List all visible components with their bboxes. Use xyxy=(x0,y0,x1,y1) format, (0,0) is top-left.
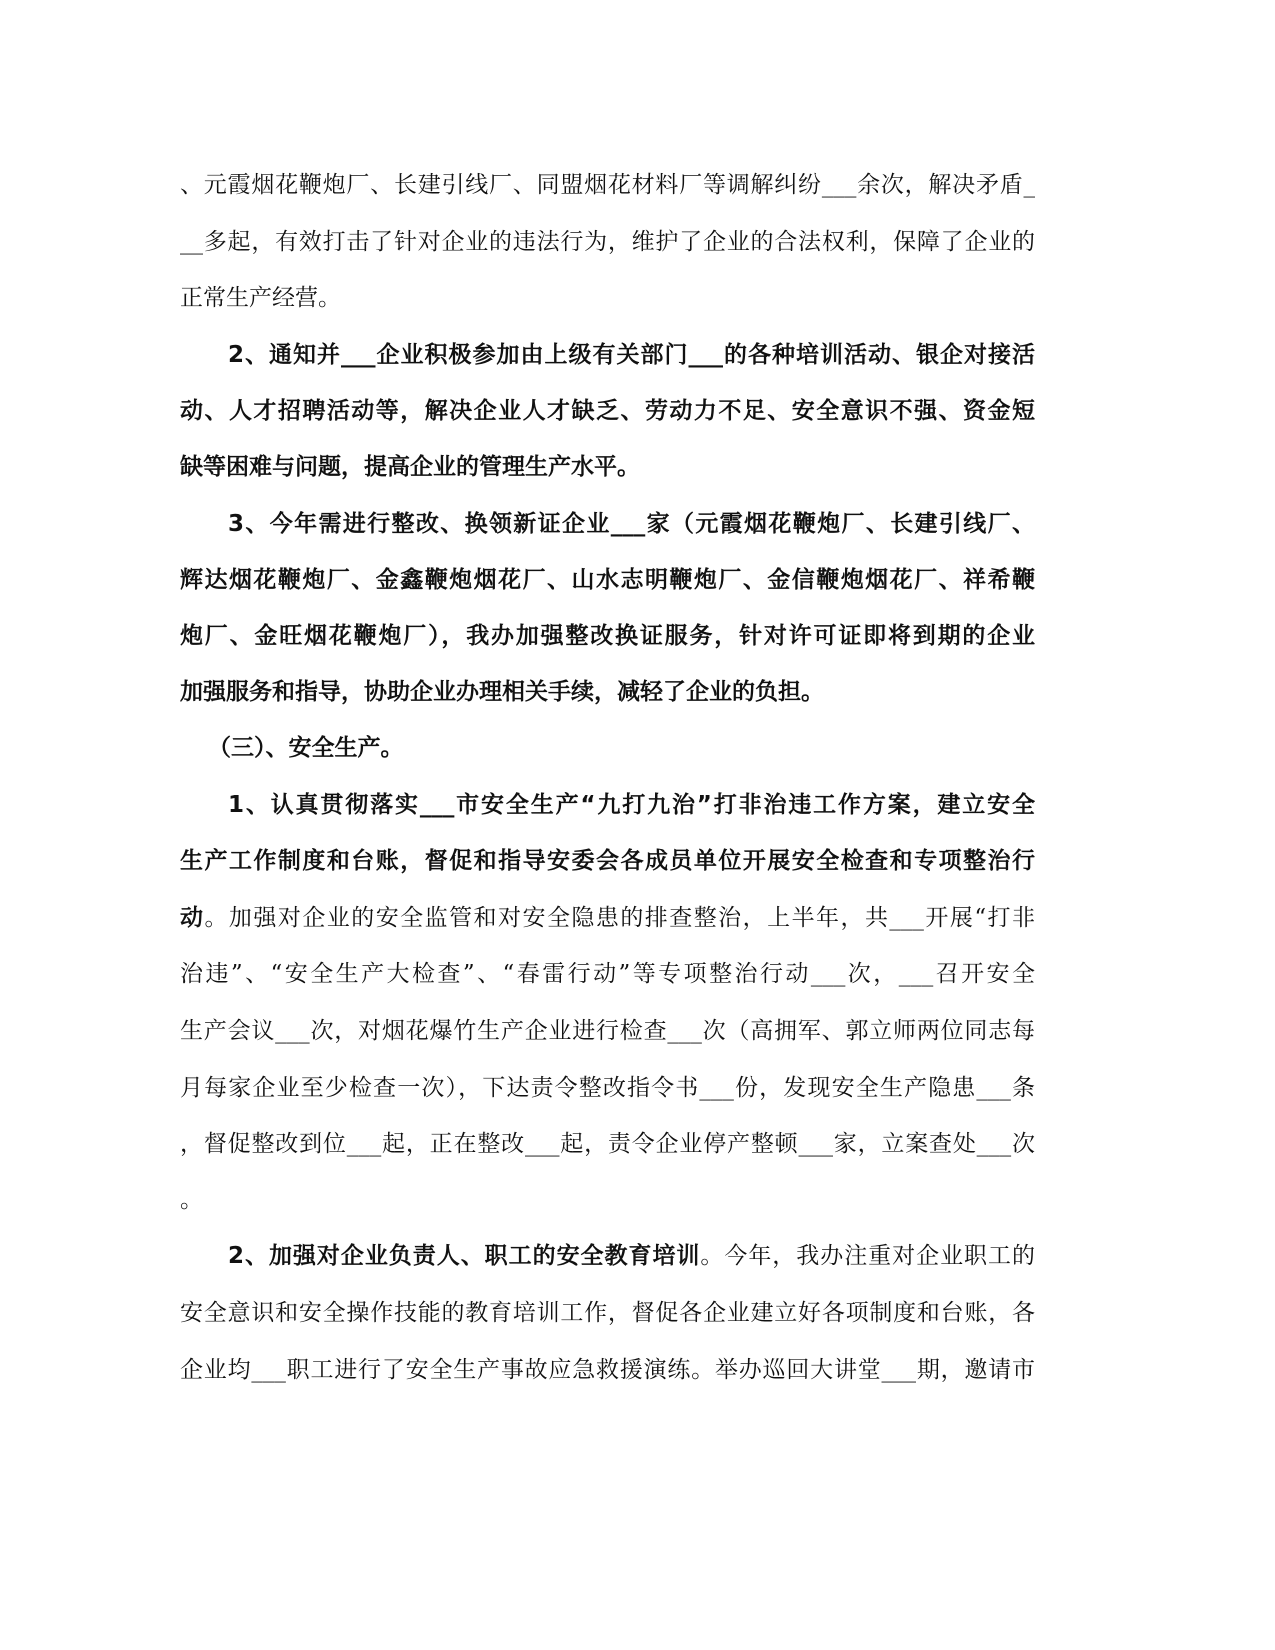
text-line xyxy=(180,227,1035,257)
text-segment: 。加强对企业的安全监管和对安全隐患的排查整治，上半年，共___开展“打非 xyxy=(204,905,1035,931)
text-line xyxy=(180,621,1035,651)
bold-text-segment: 动 xyxy=(180,905,205,931)
text-line xyxy=(180,1355,1035,1385)
bold-text-segment: 1、认真贯彻落实___市安全生产“九打九治”打非治违工作方案，建立安全 xyxy=(228,792,1035,818)
text-line xyxy=(180,1185,1035,1215)
text-segment: 企业均___职工进行了安全生产事故应急救援演练。举办巡回大讲堂___期，邀请市 xyxy=(180,1357,1035,1383)
text-line xyxy=(180,959,1035,989)
section-heading xyxy=(208,733,1063,763)
bold-text-segment: 辉达烟花鞭炮厂、金鑫鞭炮烟花厂、山水志明鞭炮厂、金信鞭炮烟花厂、祥希鞭 xyxy=(180,567,1035,593)
text-segment: 、元霞烟花鞭炮厂、长建引线厂、同盟烟花材料厂等调解纠纷___余次，解决矛盾_ xyxy=(180,172,1035,198)
bold-text-segment: 2、加强对企业负责人、职工的安全教育培训 xyxy=(228,1243,701,1269)
text-line xyxy=(180,1073,1035,1103)
bold-text-segment: 2、通知并___企业积极参加由上级有关部门___的各种培训活动、银企对接活 xyxy=(228,342,1035,368)
text-line xyxy=(180,452,1035,482)
text-line xyxy=(180,1129,1035,1159)
text-segment: 。 xyxy=(180,1187,203,1213)
text-segment: 。今年，我办注重对企业职工的 xyxy=(700,1243,1035,1269)
text-segment: 治违”、“安全生产大检查”、“春雷行动”等专项整治行动___次，___召开安全 xyxy=(180,961,1035,987)
text-segment: ，督促整改到位___起，正在整改___起，责令企业停产整顿___家，立案查处___次 xyxy=(180,1131,1035,1157)
text-segment: __多起，有效打击了针对企业的违法行为，维护了企业的合法权利，保障了企业的 xyxy=(180,229,1035,255)
bold-text-segment: 3、今年需进行整改、换领新证企业___家（元霞烟花鞭炮厂、长建引线厂、 xyxy=(228,511,1035,537)
bold-text-segment: （三）、安全生产。 xyxy=(208,735,404,761)
bold-text-segment: 缺等困难与问题，提高企业的管理生产水平。 xyxy=(180,454,640,480)
text-segment: 生产会议___次，对烟花爆竹生产企业进行检查___次（高拥军、郭立师两位同志每 xyxy=(180,1018,1035,1044)
bold-text-segment: 炮厂、金旺烟花鞭炮厂），我办加强整改换证服务，针对许可证即将到期的企业 xyxy=(180,623,1035,649)
bold-text-segment: 动、人才招聘活动等，解决企业人才缺乏、劳动力不足、安全意识不强、资金短 xyxy=(180,398,1035,424)
text-line xyxy=(180,1016,1035,1046)
text-segment: 正常生产经营。 xyxy=(180,285,341,311)
text-line xyxy=(180,283,1035,313)
text-segment: 安全意识和安全操作技能的教育培训工作，督促各企业建立好各项制度和台账，各 xyxy=(180,1300,1035,1326)
text-line xyxy=(228,1241,1035,1271)
bold-text-segment: 加强服务和指导，协助企业办理相关手续，减轻了企业的负担。 xyxy=(180,679,824,705)
text-line xyxy=(180,677,1035,707)
text-line xyxy=(228,509,1035,539)
text-line xyxy=(180,170,1035,200)
bold-text-segment: 生产工作制度和台账，督促和指导安委会各成员单位开展安全检查和专项整治行 xyxy=(180,848,1035,874)
text-line xyxy=(180,903,1035,933)
text-line xyxy=(180,846,1035,876)
text-line xyxy=(228,340,1035,370)
text-segment: 月每家企业至少检查一次），下达责令整改指令书___份，发现安全生产隐患___条 xyxy=(180,1075,1036,1101)
text-line xyxy=(180,565,1035,595)
text-line xyxy=(180,396,1035,426)
text-line xyxy=(228,790,1035,820)
text-line xyxy=(180,1298,1035,1328)
